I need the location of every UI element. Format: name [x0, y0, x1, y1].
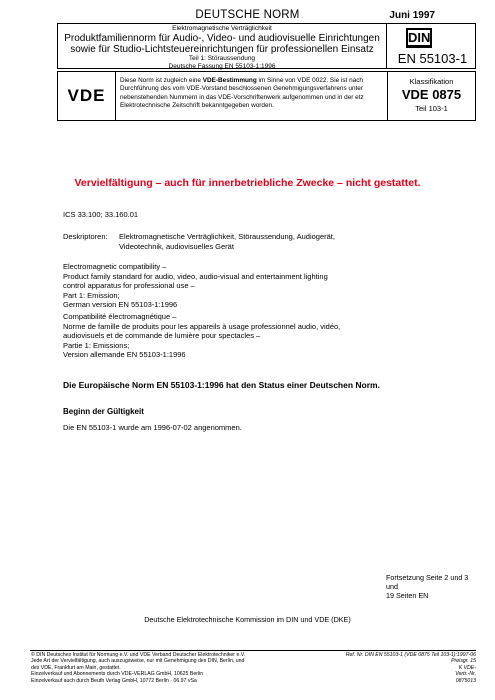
- version-line: Deutsche Fassung EN 55103-1:1996: [168, 62, 276, 70]
- norm-type-heading: DEUTSCHE NORM: [195, 9, 300, 21]
- continuation-line: 19 Seiten EN: [386, 591, 429, 600]
- din-logo: [406, 28, 432, 48]
- notice-bold: VDE-Bestimmung: [202, 77, 257, 84]
- classification-number: VDE 0875: [401, 87, 462, 102]
- french-line: Version allemande EN 55103-1:1996: [63, 350, 186, 359]
- status-statement: Die Europäische Norm EN 55103-1:1996 hat den Status einer Deutschen Norm.: [63, 380, 380, 390]
- english-line: Part 1: Emission;: [63, 290, 120, 300]
- vde-notice: [120, 77, 382, 110]
- footer-left-line: © DIN Deutsches Institut für Normung e.V. und VDE Verband Deutscher Elektrotechniker e.V.: [31, 652, 246, 658]
- subject-line: Elektromagnetische Verträglichkeit: [172, 25, 272, 32]
- validity-text: Die EN 55103-1 wurde am 1996-07-02 angenommen.: [63, 423, 242, 432]
- footer-copyright: [31, 652, 321, 684]
- descriptors-line: Videotechnik, audiovisuelles Gerät: [119, 241, 234, 251]
- notice-after: im Sinne von VDE 0022. Sie ist nach Durchführung des vom VDE-Vorstand beschlossenen Genehmigungsverfahrens unter nebenstehenden Nummern in das VDE-Vorschriftenwerk aufgenommen und in der etz Elektrotechnische Zeitschrift bekanntgegeben worden.: [120, 77, 364, 109]
- din-number: EN 55103-1: [397, 51, 468, 66]
- title-area: [58, 24, 387, 68]
- descriptors-text: [119, 232, 439, 251]
- english-line: German version EN 55103-1:1996: [63, 300, 178, 309]
- footer-left-line: Einzelverkauf auch durch Beuth Verlag GmbH, 10772 Berlin · 06.97 vSa: [31, 677, 197, 684]
- descriptors-line: Elektromagnetische Verträglichkeit, Störaussendung, Audiogerät,: [119, 232, 335, 241]
- title-line-1: Produktfamiliennorm für Audio-, Video- und audiovisuelle Einrichtungen: [64, 33, 380, 44]
- footer-right-line: Vertr.-Nr.: [455, 671, 476, 678]
- vde-block: [57, 71, 476, 121]
- vde-logo: VDE: [58, 72, 116, 120]
- publication-date: Juni 1997: [389, 10, 435, 21]
- footer-right-line: 0875013: [455, 677, 476, 684]
- footer-reference: [326, 652, 476, 684]
- french-line: audiovisuels et de commande de lumière pour spectacles –: [63, 331, 261, 340]
- footer-left-line: Einzelverkauf und Abonnements durch VDE-VERLAG GmbH, 10625 Berlin: [31, 671, 204, 678]
- footer-left-line: des VDE, Frankfurt am Main, gestattet.: [31, 664, 121, 671]
- english-line: control apparatus for professional use –: [63, 281, 195, 290]
- footer-right-line: Preisgr. 15: [451, 658, 476, 665]
- english-line: Electromagnetic compatibility –: [63, 262, 167, 271]
- classification-box: [387, 72, 475, 120]
- part-line: Teil 1: Störaussendung: [188, 55, 256, 62]
- french-line: Compatibilité électromagnétique –: [63, 312, 177, 321]
- french-line: Norme de famille de produits pour les appareils à usage professionnel audio, vidéo,: [63, 321, 341, 331]
- reproduction-warning: Vervielfältigung – auch für innerbetriebliche Zwecke – nicht gestattet.: [74, 177, 421, 189]
- ics-code: ICS 33.100; 33.160.01: [63, 210, 139, 219]
- title-block: [57, 23, 476, 69]
- descriptors-label: Deskriptoren:: [63, 232, 108, 241]
- french-line: Partie 1: Emissions;: [63, 340, 130, 350]
- notice-before: Diese Norm ist zugleich eine: [120, 77, 203, 84]
- footer-right-line: Ref. Nr. DIN EN 55103-1 (VDE 0875 Teil 103-1):1997-06: [345, 652, 476, 658]
- english-line: Product family standard for audio, video, audio-visual and entertainment lighting: [63, 271, 328, 281]
- classification-label: Klassifikation: [409, 77, 454, 86]
- commission-line: Deutsche Elektrotechnische Kommission im DIN und VDE (DKE): [144, 615, 351, 624]
- continuation-line: Fortsetzung Seite 2 und 3 und: [386, 573, 469, 591]
- footer-right-line: K VDE-: [458, 664, 476, 671]
- english-title: [63, 262, 443, 310]
- french-title: [63, 312, 443, 360]
- classification-part: Teil 103-1: [415, 104, 448, 113]
- validity-heading: Beginn der Gültigkeit: [63, 407, 144, 416]
- footer-divider: [30, 650, 476, 651]
- title-line-2: sowie für Studio-Lichtsteuereinrichtungen für professionellen Einsatz: [70, 44, 374, 55]
- continuation-note: [386, 573, 478, 600]
- footer-left-line: Jede Art der Vervielfältigung, auch auszugsweise, nur mit Genehmigung des DIN, Berlin, und: [31, 658, 245, 665]
- din-logo-text: DIN: [408, 30, 431, 45]
